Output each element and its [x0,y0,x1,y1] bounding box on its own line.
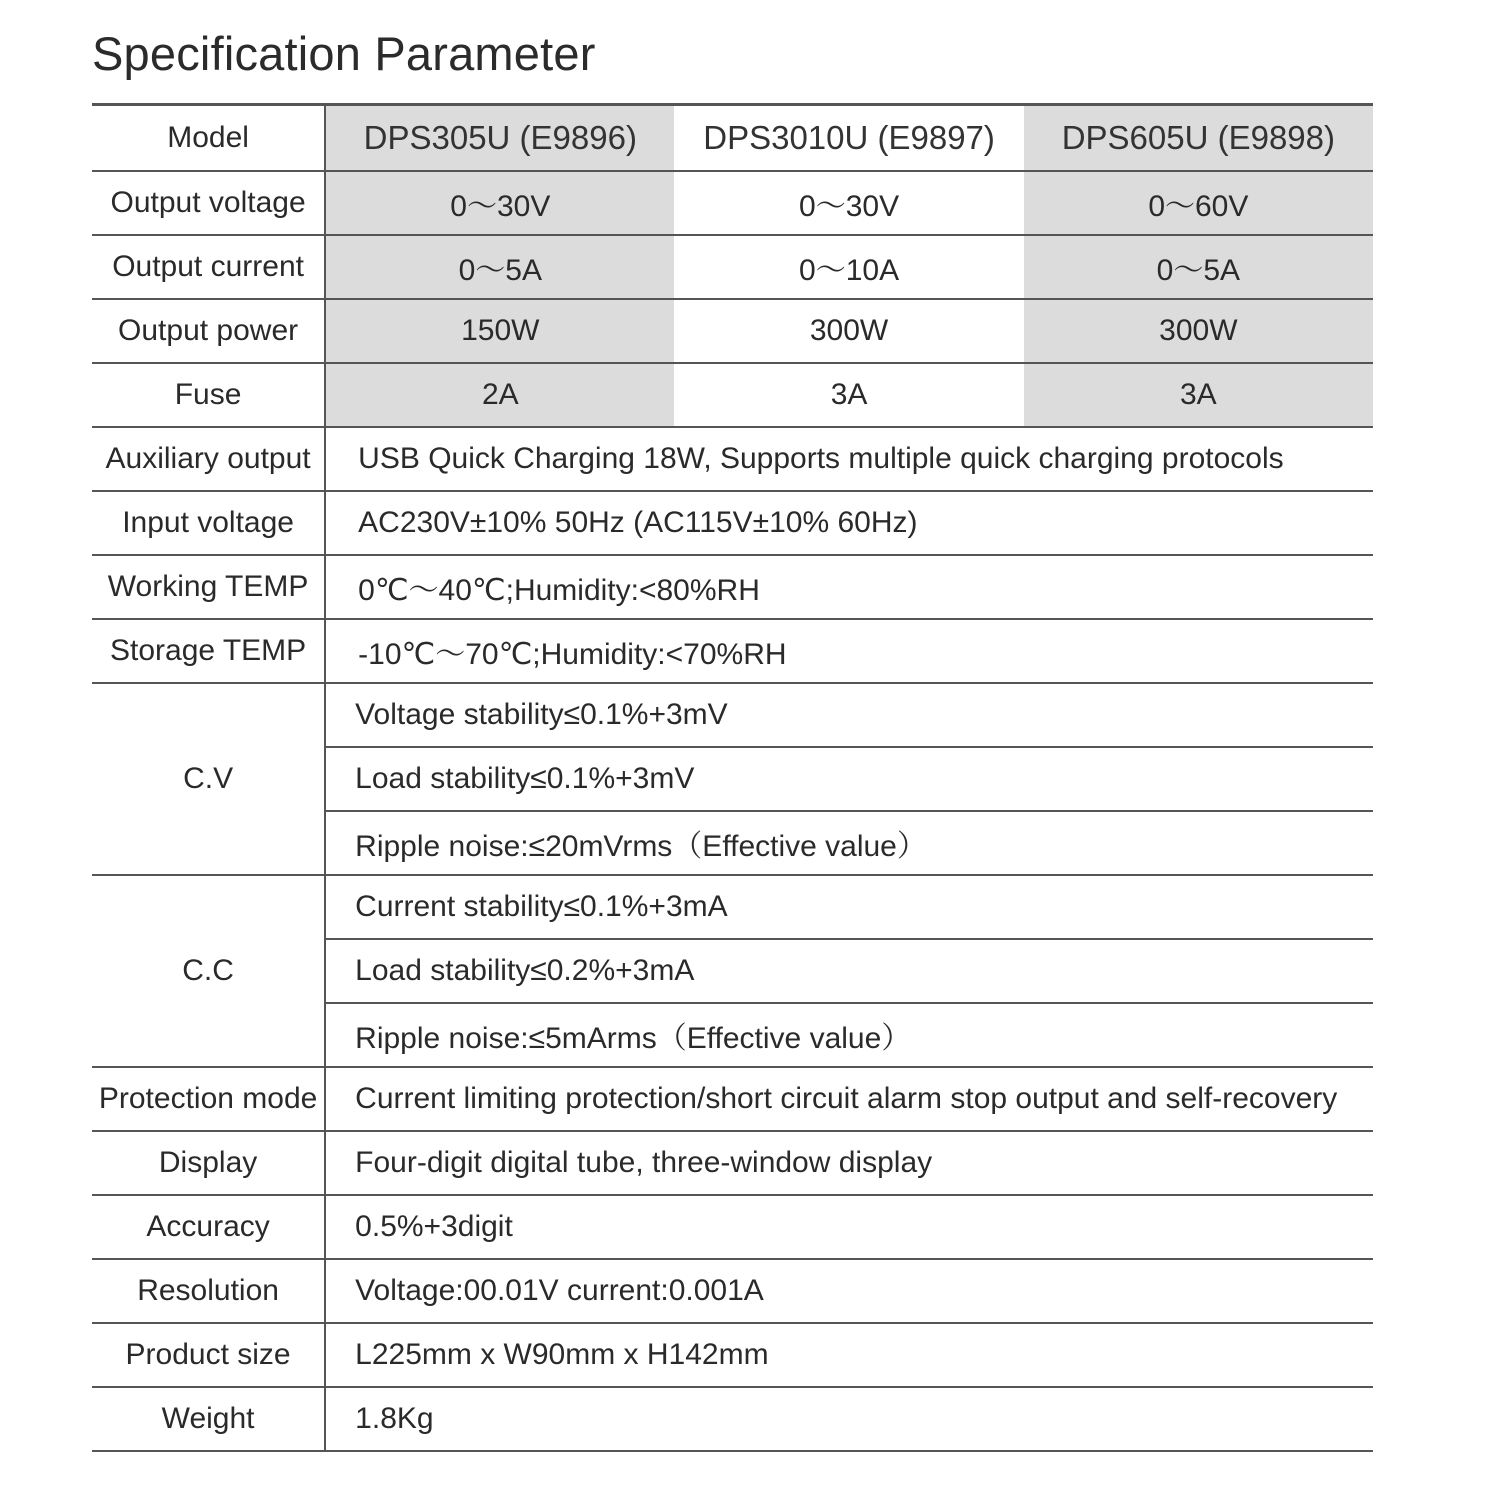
row-label: Storage TEMP [92,619,325,683]
spec-value: Voltage stability≤0.1%+3mV [325,683,1373,747]
spec-value: 3A [674,363,1023,427]
spec-value: Current limiting protection/short circuit alarm stop output and self-recovery [325,1067,1373,1131]
spec-value: 2A [325,363,674,427]
row-label: C.V [92,683,325,875]
row-label: Working TEMP [92,555,325,619]
spec-row-product-size [92,1323,1373,1387]
spec-value: L225mm x W90mm x H142mm [325,1323,1373,1387]
row-label: Weight [92,1387,325,1451]
spec-value: 300W [1024,299,1373,363]
spec-value: Load stability≤0.2%+3mA [325,939,1373,1003]
spec-value: Ripple noise:≤20mVrms（Effective value） [325,811,1373,875]
spec-row-protection-mode [92,1067,1373,1131]
spec-value: 0℃～40℃;Humidity:<80%RH [325,555,1373,619]
model-header-row [92,105,1373,171]
spec-value: 3A [1024,363,1373,427]
spec-row-input-voltage [92,491,1373,555]
spec-row-resolution [92,1259,1373,1323]
spec-row-output-current [92,235,1373,299]
row-label: Protection mode [92,1067,325,1131]
spec-value: Ripple noise:≤5mArms（Effective value） [325,1003,1373,1067]
row-label: Display [92,1131,325,1195]
spec-value: 0.5%+3digit [325,1195,1373,1259]
spec-row-cc [92,875,1373,939]
row-label: Output current [92,235,325,299]
spec-row-working-temp [92,555,1373,619]
spec-table [92,103,1373,1452]
spec-value: 0～30V [325,171,674,235]
row-label: Fuse [92,363,325,427]
spec-value: USB Quick Charging 18W, Supports multiple quick charging protocols [325,427,1373,491]
spec-value: Load stability≤0.1%+3mV [325,747,1373,811]
spec-row-storage-temp [92,619,1373,683]
spec-row-accuracy [92,1195,1373,1259]
spec-row-display [92,1131,1373,1195]
spec-row-auxiliary-output [92,427,1373,491]
spec-row-cv [92,683,1373,747]
spec-value: 0～5A [325,235,674,299]
spec-row-weight [92,1387,1373,1451]
spec-value: 0～10A [674,235,1023,299]
spec-value: 300W [674,299,1023,363]
row-label: Model [92,105,325,171]
spec-value: 1.8Kg [325,1387,1373,1451]
row-label: Output power [92,299,325,363]
spec-value: 0～60V [1024,171,1373,235]
spec-row-output-power [92,299,1373,363]
model-name: DPS605U (E9898) [1024,105,1373,171]
spec-value: -10℃～70℃;Humidity:<70%RH [325,619,1373,683]
row-label: C.C [92,875,325,1067]
row-label: Product size [92,1323,325,1387]
row-label: Output voltage [92,171,325,235]
spec-value: Voltage:00.01V current:0.001A [325,1259,1373,1323]
spec-row-output-voltage [92,171,1373,235]
model-name: DPS305U (E9896) [325,105,674,171]
spec-row-fuse [92,363,1373,427]
spec-value: AC230V±10% 50Hz (AC115V±10% 60Hz) [325,491,1373,555]
spec-value: Current stability≤0.1%+3mA [325,875,1373,939]
model-name: DPS3010U (E9897) [674,105,1023,171]
row-label: Input voltage [92,491,325,555]
row-label: Accuracy [92,1195,325,1259]
spec-value: 0～5A [1024,235,1373,299]
spec-value: 0～30V [674,171,1023,235]
row-label: Resolution [92,1259,325,1323]
row-label: Auxiliary output [92,427,325,491]
page-title: Specification Parameter [92,27,596,80]
spec-value: 150W [325,299,674,363]
spec-value: Four-digit digital tube, three-window display [325,1131,1373,1195]
